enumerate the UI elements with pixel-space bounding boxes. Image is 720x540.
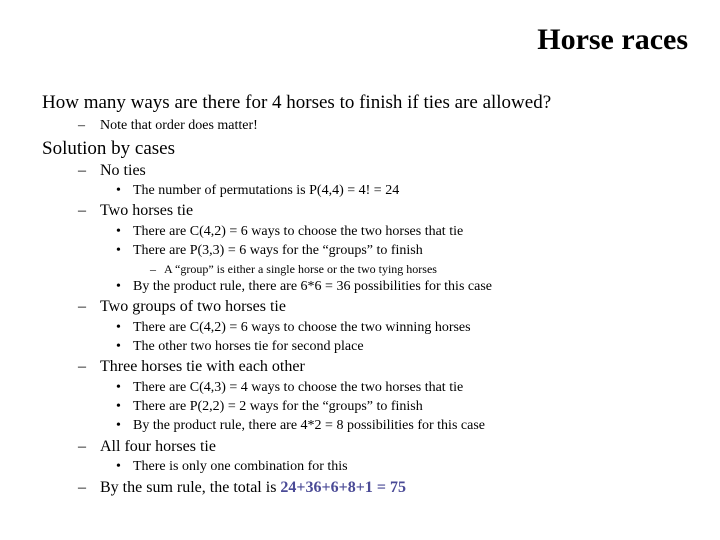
case-two-groups-heading [78,297,286,317]
case-no-ties-heading [78,161,146,181]
case-three-tie-bullet-2 [116,398,423,416]
question-note-text: Note that order does matter! [100,118,258,133]
case-three-tie-bullet-3 [116,417,485,435]
bullet-marker: • [116,459,121,474]
dash-marker: – [78,298,86,315]
case-four-tie-bullet-1 [116,458,348,476]
bullet-text: There are C(4,3) = 4 ways to choose the two horses that tie [133,380,464,395]
slide-title: Horse races [537,23,688,56]
bullet-text: The number of permutations is P(4,4) = 4! = 24 [133,183,400,198]
bullet-marker: • [116,339,121,354]
case-two-tie-subnote [150,262,437,277]
case-two-tie-heading [78,201,193,221]
bullet-text: By the product rule, there are 6*6 = 36 possibilities for this case [133,279,492,294]
case-two-tie-bullet-3 [116,278,492,296]
question-text: How many ways are there for 4 horses to finish if ties are allowed? [42,92,552,113]
case-two-groups-bullet-2 [116,338,364,356]
sum-rule-line [78,478,406,498]
bullet-text: There are C(4,2) = 6 ways to choose the two winning horses [133,320,471,335]
case-heading-text: Two horses tie [100,202,194,219]
bullet-marker: • [116,279,121,294]
bullet-text: There are P(2,2) = 2 ways for the “groups” to finish [133,399,423,414]
dash-marker: – [150,262,156,276]
case-no-ties-bullet-1 [116,182,399,200]
case-two-tie-bullet-1 [116,223,463,241]
case-two-groups-bullet-1 [116,319,471,337]
case-heading-text: All four horses tie [100,438,216,455]
case-heading-text: Three horses tie with each other [100,358,305,375]
case-four-tie-heading [78,437,216,457]
dash-marker: – [78,202,86,219]
bullet-marker: • [116,380,121,395]
solution-heading: Solution by cases [42,138,175,159]
dash-marker: – [78,118,85,133]
case-three-tie-heading [78,357,305,377]
bullet-text: There are C(4,2) = 6 ways to choose the two horses that tie [133,224,464,239]
bullet-marker: • [116,183,121,198]
case-heading-text: Two groups of two horses tie [100,298,286,315]
bullet-marker: • [116,320,121,335]
dash-marker: – [78,479,86,496]
case-two-tie-bullet-2 [116,242,423,260]
bullet-text: There is only one combination for this [133,459,348,474]
dash-marker: – [78,358,86,375]
bullet-marker: • [116,243,121,258]
subnote-text: A “group” is either a single horse or the two tying horses [164,262,437,276]
bullet-marker: • [116,399,121,414]
bullet-text: By the product rule, there are 4*2 = 8 possibilities for this case [133,418,485,433]
case-three-tie-bullet-1 [116,379,463,397]
bullet-marker: • [116,224,121,239]
bullet-text: The other two horses tie for second place [133,339,364,354]
bullet-marker: • [116,418,121,433]
dash-marker: – [78,438,86,455]
case-heading-text: No ties [100,162,146,179]
question-note [78,117,258,135]
bullet-text: There are P(3,3) = 6 ways for the “groups” to finish [133,243,423,258]
dash-marker: – [78,162,86,179]
sum-rule-total: 24+36+6+8+1 = 75 [280,479,407,496]
sum-rule-prefix: By the sum rule, the total is [100,479,281,496]
